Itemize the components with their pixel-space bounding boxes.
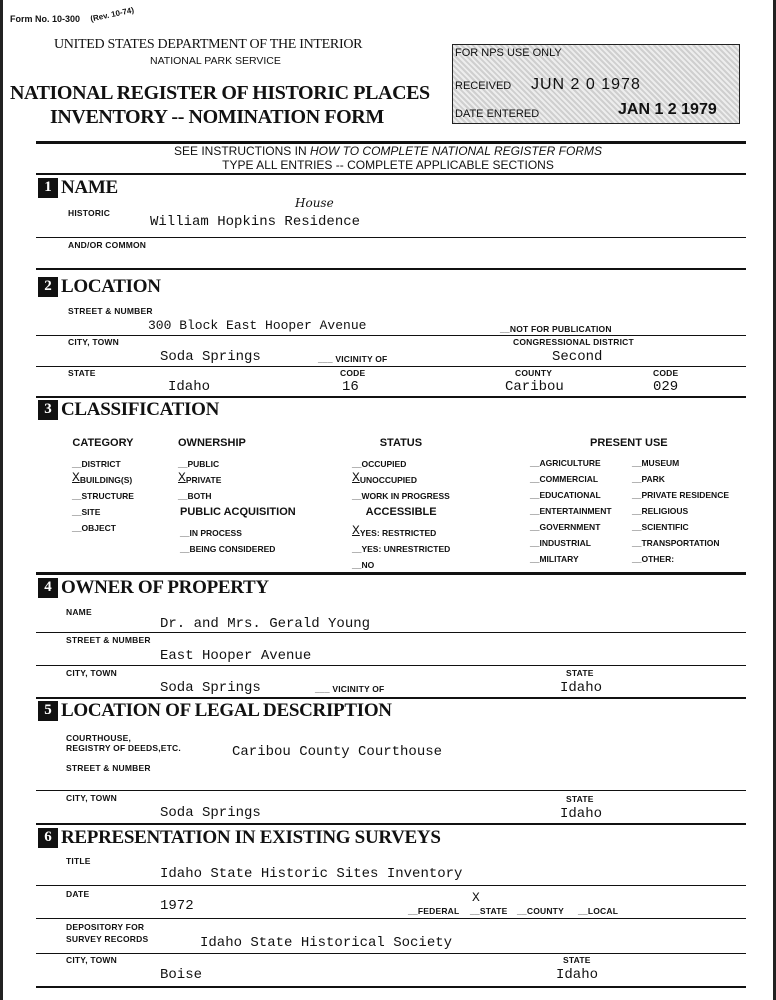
present-use-left [530, 455, 612, 567]
check-mark: __ [530, 474, 540, 484]
county-code[interactable]: 029 [653, 379, 679, 395]
legal-street-label: STREET & NUMBER [66, 763, 151, 773]
local-option[interactable]: __LOCAL [578, 906, 619, 916]
check-mark: __ [352, 544, 362, 554]
section-title: NAME [61, 176, 118, 198]
checkbox-option[interactable] [530, 551, 612, 567]
county-option[interactable]: __COUNTY [517, 906, 564, 916]
field-line [36, 632, 746, 633]
check-mark: __ [180, 528, 190, 538]
depository-label: DEPOSITORY FOR [66, 922, 145, 932]
street-label: STREET & NUMBER [68, 306, 153, 316]
section-title: LOCATION [61, 275, 161, 297]
check-mark: __ [632, 458, 642, 468]
district-value[interactable]: Second [552, 349, 603, 365]
legal-city-value[interactable]: Soda Springs [160, 805, 261, 821]
not-for-publication: __NOT FOR PUBLICATION [500, 324, 612, 334]
column-heading: ACCESSIBLE [365, 506, 437, 518]
owner-vicinity: ___ VICINITY OF [315, 684, 385, 694]
check-mark: X [178, 470, 186, 485]
category-column [72, 437, 134, 536]
courthouse-value[interactable]: Caribou County Courthouse [232, 744, 443, 760]
field-line [36, 885, 746, 886]
check-mark: __ [632, 554, 642, 564]
check-mark: __ [178, 491, 188, 501]
column-heading: PUBLIC ACQUISITION [180, 506, 296, 518]
checkbox-option[interactable] [352, 488, 450, 504]
checkbox-option[interactable] [72, 456, 134, 472]
section-title: LOCATION OF LEGAL DESCRIPTION [61, 699, 392, 721]
check-mark: __ [530, 538, 540, 548]
survey-title-label: TITLE [66, 856, 91, 866]
district-label: CONGRESSIONAL DISTRICT [513, 337, 634, 347]
column-heading: OWNERSHIP [178, 437, 246, 449]
section-2-header [38, 276, 161, 297]
check-mark: __ [632, 506, 642, 516]
divider [36, 823, 746, 825]
checkbox-option[interactable] [352, 557, 450, 573]
common-name-label: AND/OR COMMON [68, 240, 147, 250]
state-checkmark: X [472, 890, 480, 905]
checkbox-option[interactable] [352, 456, 450, 472]
field-line [36, 665, 746, 666]
section-title: REPRESENTATION IN EXISTING SURVEYS [61, 826, 441, 848]
option-label: MUSEUM [641, 458, 680, 468]
checkbox-option[interactable] [72, 504, 134, 520]
accessible-column [352, 506, 450, 573]
section-number: 2 [38, 277, 58, 297]
option-label: PARK [641, 474, 665, 484]
instructions-line1 [0, 144, 776, 158]
checkbox-option[interactable] [72, 520, 134, 536]
street-value[interactable]: 300 Block East Hooper Avenue [148, 318, 367, 333]
checkbox-option[interactable] [530, 487, 612, 503]
option-label: TRANSPORTATION [641, 538, 720, 548]
option-label: DISTRICT [81, 459, 121, 469]
option-label: GOVERNMENT [539, 522, 601, 532]
checkbox-option[interactable] [530, 471, 612, 487]
survey-records-label: SURVEY RECORDS [66, 934, 149, 944]
field-line [36, 953, 746, 954]
option-label: AGRICULTURE [539, 458, 601, 468]
date-entered-label: DATE ENTERED [455, 108, 540, 120]
checkbox-option[interactable] [632, 503, 729, 519]
form-revision: (Rev. 10-74) [89, 5, 135, 24]
option-label: YES: RESTRICTED [359, 528, 437, 538]
owner-name-label: NAME [66, 607, 92, 617]
code-label: CODE [340, 368, 366, 378]
column-heading: STATUS [379, 437, 423, 449]
county-label: COUNTY [515, 368, 553, 378]
check-mark: X [352, 470, 360, 485]
checkbox-option[interactable] [632, 471, 729, 487]
check-mark: __ [530, 458, 540, 468]
registry-label: REGISTRY OF DEEDS,ETC. [66, 743, 181, 753]
option-label: COMMERCIAL [539, 474, 599, 484]
section-4-header [38, 577, 269, 598]
depository-value[interactable]: Idaho State Historical Society [200, 935, 453, 951]
survey-date-label: DATE [66, 889, 90, 899]
option-label: STRUCTURE [81, 491, 134, 501]
checkbox-option[interactable] [632, 519, 729, 535]
legal-state-value[interactable]: Idaho [560, 806, 603, 822]
check-mark: __ [352, 560, 362, 570]
department: UNITED STATES DEPARTMENT OF THE INTERIOR [54, 37, 363, 52]
check-mark: __ [530, 490, 540, 500]
form-title-line1: NATIONAL REGISTER OF HISTORIC PLACES [10, 82, 430, 104]
vicinity-of: ___ VICINITY OF [318, 354, 388, 364]
option-label: EDUCATIONAL [539, 490, 601, 500]
checkbox-option[interactable] [178, 472, 246, 488]
check-mark: __ [632, 490, 642, 500]
section-title: OWNER OF PROPERTY [61, 576, 269, 598]
ownership-column [178, 437, 246, 504]
section-6-header [38, 827, 441, 848]
checkbox-option[interactable] [352, 472, 450, 488]
received-stamp: JUN 2 0 1978 [531, 76, 641, 93]
section-5-header [38, 700, 392, 721]
state-label: STATE [68, 368, 96, 378]
section-number: 3 [38, 400, 58, 420]
checkbox-option[interactable] [352, 541, 450, 557]
checkbox-option[interactable] [180, 525, 296, 541]
owner-state-label: STATE [566, 668, 594, 678]
checkbox-option[interactable] [530, 503, 612, 519]
check-mark: X [72, 470, 80, 485]
checkbox-option[interactable] [72, 472, 134, 488]
present-use-heading: PRESENT USE [590, 437, 668, 449]
county-code-label: CODE [653, 368, 679, 378]
owner-city-label: CITY, TOWN [66, 668, 117, 678]
survey-city-label: CITY, TOWN [66, 955, 117, 965]
check-mark: X [352, 523, 360, 538]
courthouse-label: COURTHOUSE, [66, 733, 132, 743]
federal-option[interactable]: __FEDERAL [408, 906, 460, 916]
checkbox-option[interactable] [180, 541, 296, 557]
nps-heading: FOR NPS USE ONLY [455, 47, 562, 59]
survey-state-value[interactable]: Idaho [556, 967, 599, 983]
historic-name-value[interactable]: William Hopkins Residence [150, 214, 361, 230]
option-label: INDUSTRIAL [539, 538, 591, 548]
section-3-header [38, 399, 219, 420]
check-mark: __ [352, 491, 362, 501]
section-title: CLASSIFICATION [61, 398, 220, 420]
field-line [36, 790, 746, 791]
section-number: 5 [38, 701, 58, 721]
option-label: PUBLIC [187, 459, 220, 469]
checkbox-option[interactable] [530, 535, 612, 551]
field-line [36, 237, 746, 238]
divider [36, 173, 746, 175]
date-entered-stamp: JAN 1 2 1979 [618, 101, 717, 118]
option-label: YES: UNRESTRICTED [361, 544, 451, 554]
option-label: PRIVATE [185, 475, 222, 485]
option-label: NO [361, 560, 375, 570]
checkbox-option[interactable] [632, 551, 729, 567]
instructions-line2: TYPE ALL ENTRIES -- COMPLETE APPLICABLE SECTIONS [222, 158, 554, 172]
field-line [36, 335, 746, 336]
received-label: RECEIVED [455, 80, 512, 92]
county-value[interactable]: Caribou [505, 379, 564, 395]
city-label: CITY, TOWN [68, 337, 119, 347]
option-label: SITE [81, 507, 101, 517]
owner-street-value[interactable]: East Hooper Avenue [160, 648, 312, 664]
checkbox-option[interactable] [530, 519, 612, 535]
city-value[interactable]: Soda Springs [160, 349, 261, 365]
legal-city-label: CITY, TOWN [66, 793, 117, 803]
option-label: BEING CONSIDERED [189, 544, 276, 554]
section-number: 1 [38, 178, 58, 198]
field-line [36, 366, 746, 367]
checkbox-option[interactable] [530, 455, 612, 471]
section-number: 6 [38, 828, 58, 848]
option-label: MILITARY [539, 554, 579, 564]
option-label: BUILDING(S) [79, 475, 133, 485]
instructions-prefix: SEE INSTRUCTIONS IN [173, 144, 310, 158]
option-label: UNOCCUPIED [359, 475, 417, 485]
option-label: ENTERTAINMENT [539, 506, 612, 516]
option-label: OBJECT [81, 523, 116, 533]
survey-date-value[interactable]: 1972 [160, 898, 194, 914]
check-mark: __ [632, 538, 642, 548]
owner-state-value[interactable]: Idaho [560, 680, 603, 696]
option-label: PRIVATE RESIDENCE [641, 490, 730, 500]
divider [36, 572, 746, 575]
owner-name-value[interactable]: Dr. and Mrs. Gerald Young [160, 616, 371, 632]
option-label: RELIGIOUS [641, 506, 689, 516]
column-heading: CATEGORY [72, 437, 134, 449]
option-label: IN PROCESS [189, 528, 242, 538]
section-number: 4 [38, 578, 58, 598]
agency: NATIONAL PARK SERVICE [150, 55, 281, 67]
status-column [352, 437, 450, 504]
check-mark: __ [632, 474, 642, 484]
check-mark: __ [72, 459, 82, 469]
option-label: OTHER: [641, 554, 675, 564]
handwritten-annotation: House [295, 196, 334, 210]
check-mark: __ [72, 491, 82, 501]
field-line [36, 918, 746, 919]
checkbox-option[interactable] [632, 535, 729, 551]
divider [36, 268, 746, 270]
field-line [36, 986, 746, 988]
checkbox-option[interactable] [178, 456, 246, 472]
checkbox-option[interactable] [632, 487, 729, 503]
check-mark: __ [530, 506, 540, 516]
option-label: OCCUPIED [361, 459, 407, 469]
checkbox-option[interactable] [352, 525, 450, 541]
survey-title-value[interactable]: Idaho State Historic Sites Inventory [160, 866, 463, 882]
check-mark: __ [72, 523, 82, 533]
check-mark: __ [180, 544, 190, 554]
form-number: Form No. 10-300 [10, 14, 81, 24]
form-title-line2: INVENTORY -- NOMINATION FORM [50, 106, 384, 128]
check-mark: __ [530, 522, 540, 532]
checkbox-option[interactable] [632, 455, 729, 471]
owner-street-label: STREET & NUMBER [66, 635, 151, 645]
checkbox-option[interactable] [178, 488, 246, 504]
checkbox-option[interactable] [72, 488, 134, 504]
check-mark: __ [178, 459, 188, 469]
nps-use-only-box [452, 44, 740, 124]
option-label: WORK IN PROGRESS [361, 491, 450, 501]
check-mark: __ [530, 554, 540, 564]
owner-city-value[interactable]: Soda Springs [160, 680, 261, 696]
option-label: SCIENTIFIC [641, 522, 689, 532]
state-value[interactable]: Idaho [168, 379, 211, 395]
present-use-right [632, 455, 729, 567]
instructions-guide-title: HOW TO COMPLETE NATIONAL REGISTER FORMS [309, 144, 603, 158]
survey-state-label: STATE [563, 955, 591, 965]
state-code[interactable]: 16 [342, 379, 359, 395]
check-mark: __ [72, 507, 82, 517]
check-mark: __ [352, 459, 362, 469]
option-label: BOTH [187, 491, 212, 501]
survey-city-value[interactable]: Boise [160, 967, 203, 983]
state-option[interactable]: __STATE [470, 906, 508, 916]
historic-label: HISTORIC [68, 208, 111, 218]
acquisition-column [180, 506, 296, 557]
legal-state-label: STATE [566, 794, 594, 804]
check-mark: __ [632, 522, 642, 532]
section-1-header [38, 177, 118, 198]
